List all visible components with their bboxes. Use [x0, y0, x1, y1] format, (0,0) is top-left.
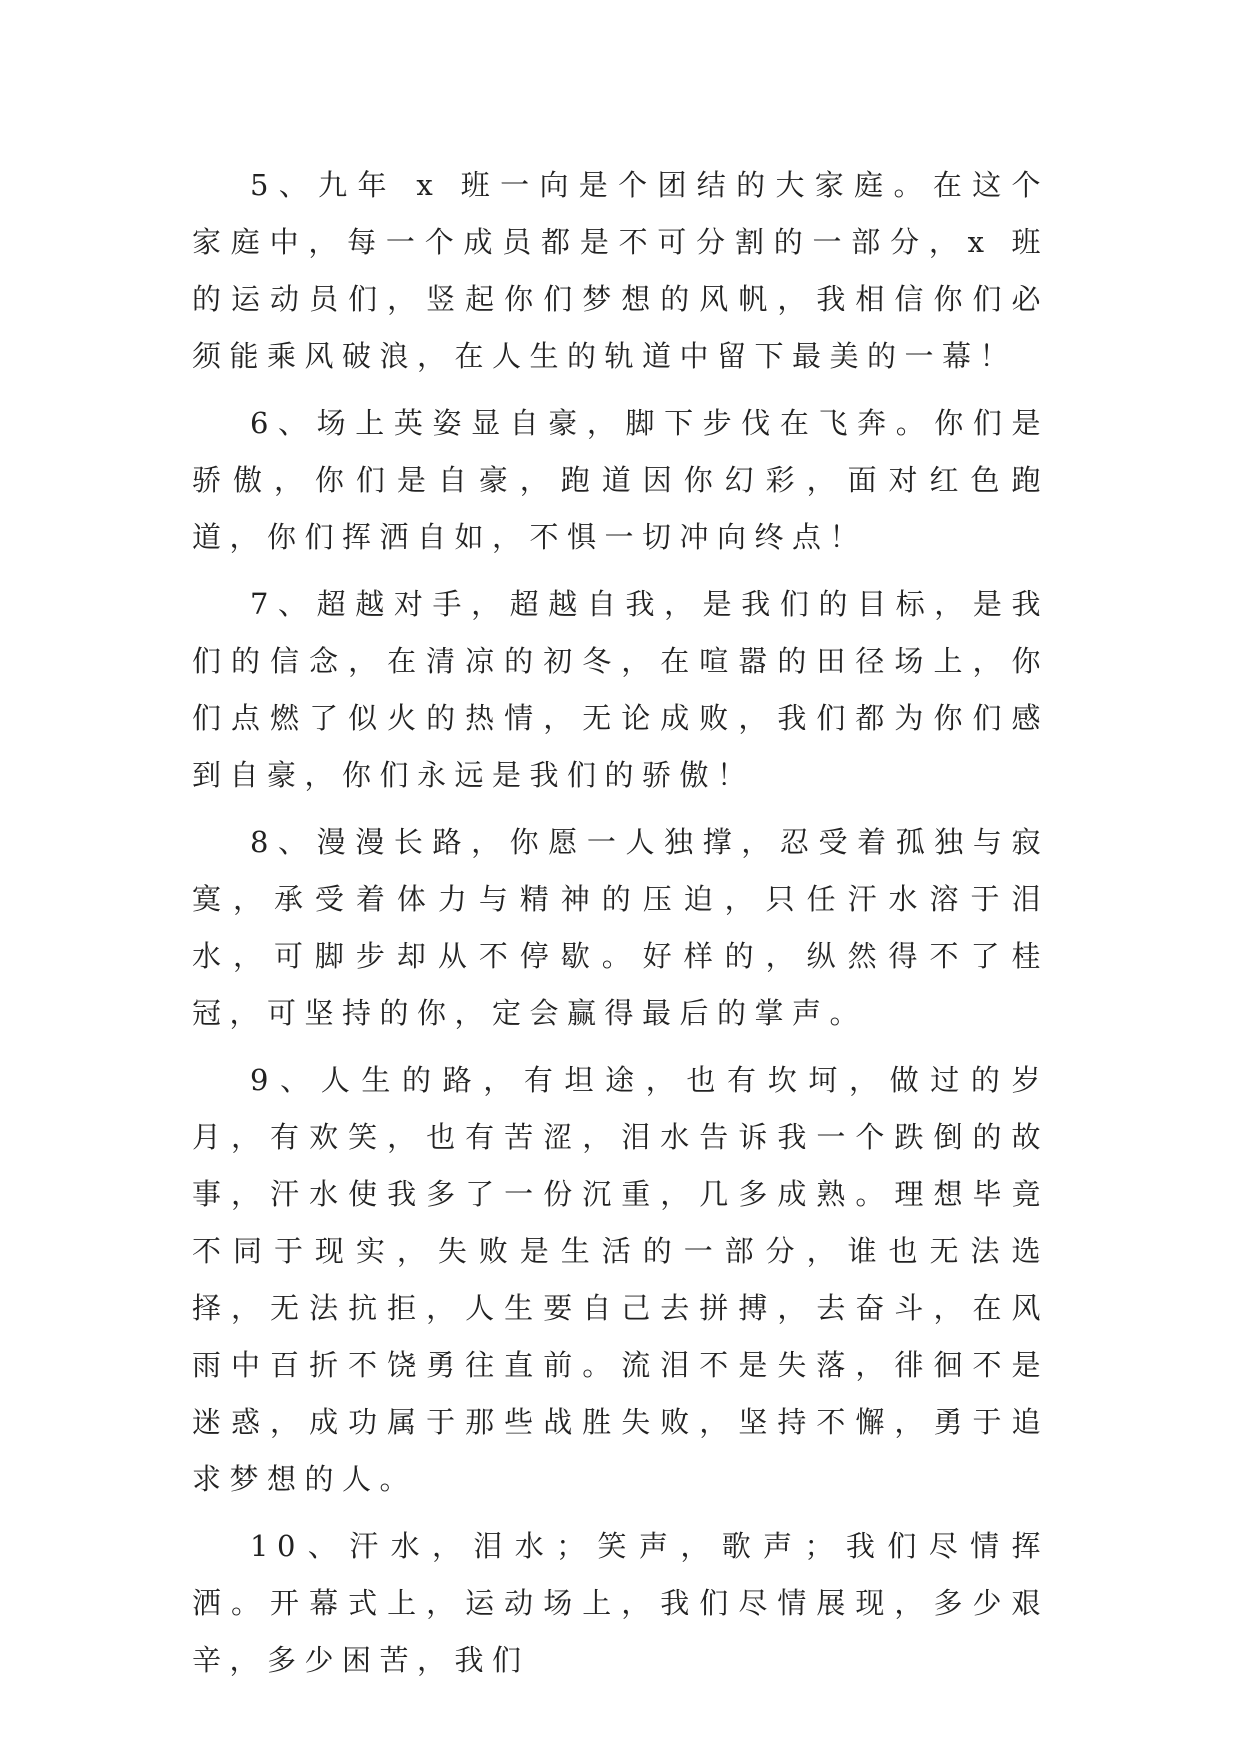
paragraph-7: 7、超越对手，超越自我，是我们的目标，是我们的信念，在清凉的初冬，在喧嚣的田径场上，你们点燃了似火的热情，无论成败，我们都为你们感到自豪，你们永远是我们的骄傲！ [192, 587, 1049, 792]
paragraph-6: 6、场上英姿显自豪，脚下步伐在飞奔。你们是骄傲，你们是自豪，跑道因你幻彩，面对红色跑道，你们挥洒自如，不惧一切冲向终点！ [192, 406, 1049, 554]
paragraph-10: 10、汗水，泪水；笑声，歌声；我们尽情挥洒。开幕式上，运动场上，我们尽情展现，多少艰辛，多少困苦，我们 [192, 1529, 1049, 1677]
paragraph-9: 9、人生的路，有坦途，也有坎坷，做过的岁月，有欢笑，也有苦涩，泪水告诉我一个跌倒的故事，汗水使我多了一份沉重，几多成熟。理想毕竟不同于现实，失败是生活的一部分，谁也无法选择，无法抗拒，人生要自己去拼搏，去奋斗，在风雨中百折不饶勇往直前。流泪不是失落，徘徊不是迷惑，成功属于那些战胜失败，坚持不懈，勇于追求梦想的人。 [192, 1063, 1049, 1496]
paragraph-8: 8、漫漫长路，你愿一人独撑，忍受着孤独与寂寞，承受着体力与精神的压迫，只任汗水溶于泪水，可脚步却从不停歇。好样的，纵然得不了桂冠，可坚持的你，定会赢得最后的掌声。 [192, 825, 1049, 1030]
paragraph-5: 5、九年 x 班一向是个团结的大家庭。在这个家庭中，每一个成员都是不可分割的一部分，x 班的运动员们，竖起你们梦想的风帆，我相信你们必须能乘风破浪，在人生的轨道中留下最美的一幕！ [192, 168, 1049, 373]
document-body [192, 157, 1049, 1699]
